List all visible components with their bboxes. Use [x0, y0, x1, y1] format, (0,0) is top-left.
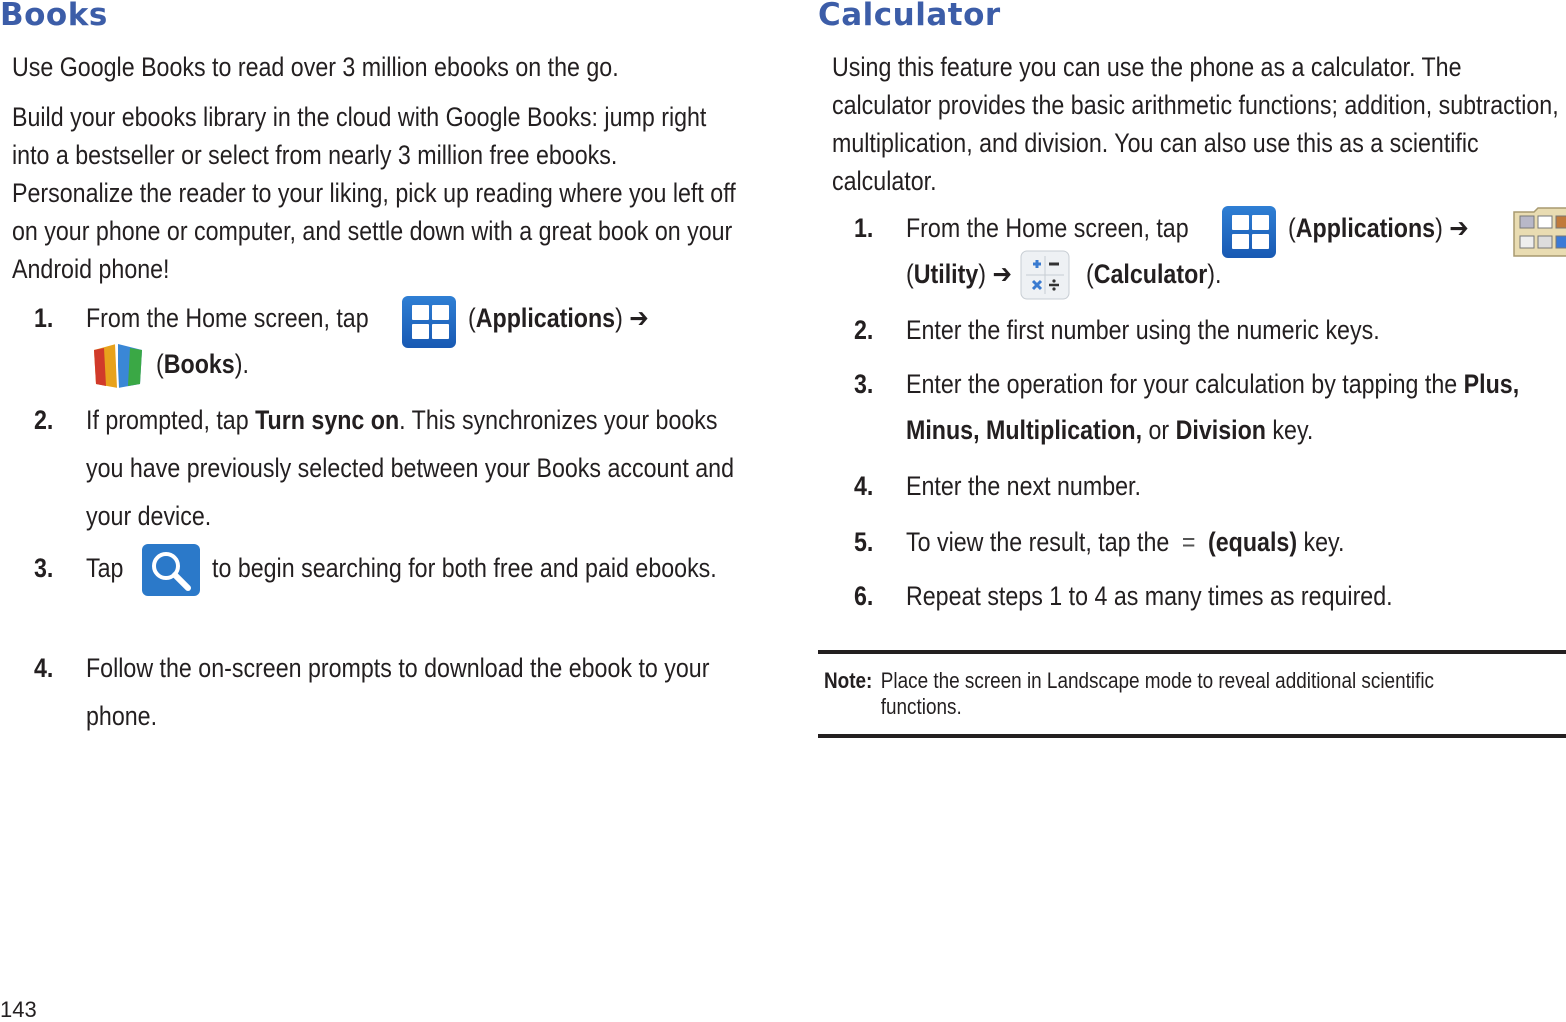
- turn-sync-on-label: Turn sync on: [255, 405, 400, 435]
- note-box: [818, 650, 1566, 738]
- calc-step-1: 1. From the Home screen, tap (Applications) ➔ (Utility) ➔ (Calculator).: [854, 204, 1566, 304]
- utility-folder-icon: [1512, 204, 1566, 273]
- calc-step-4: [854, 462, 1566, 512]
- arrow-icon: ➔: [1449, 213, 1469, 243]
- books-para1: Use Google Books to read over 3 million ebooks on the go.: [12, 52, 619, 82]
- search-icon: [142, 544, 200, 611]
- books-title: Books: [0, 0, 108, 33]
- books-step-4: [34, 644, 754, 744]
- applications-icon: [1222, 206, 1276, 258]
- calculator-intro: Using this feature you can use the phone as a calculator. The calculator provides the basic arithmetic functions; addition, subtraction, multiplication, and division. You can also use this as a scientific calculator.: [832, 52, 1559, 196]
- step-text: Enter the next number.: [906, 471, 1141, 501]
- books-step-3: [34, 544, 754, 644]
- equals-icon: =: [1181, 527, 1196, 557]
- step-text: Enter the first number using the numeric keys.: [906, 315, 1380, 345]
- calculator-label: Calculator: [1093, 259, 1208, 289]
- step-text-post: key.: [1303, 527, 1345, 557]
- step-text: From the Home screen, tap: [86, 303, 369, 333]
- calc-step-5: [854, 518, 1566, 568]
- step-text-post: to begin searching for both free and paid ebooks.: [212, 553, 717, 583]
- note-label: Note:: [824, 668, 873, 693]
- step-number: 1.: [854, 213, 874, 243]
- step-number: 5.: [854, 527, 874, 557]
- arrow-icon: ➔: [629, 303, 649, 333]
- books-para2: Build your ebooks library in the cloud with Google Books: jump right into a bestseller or select from nearly 3 million free ebooks. Personalize the reader to your liking, pick up reading where you left off on your phone or computer, and settle down with a great book on your Android phone!: [12, 102, 736, 284]
- step-number: 4.: [34, 653, 54, 683]
- calc-step-2: [854, 306, 1566, 356]
- step-number: 1.: [34, 303, 54, 333]
- page-number: 143: [0, 997, 37, 1022]
- step-text: Repeat steps 1 to 4 as many times as required.: [906, 581, 1393, 611]
- equals-label: (equals): [1208, 527, 1298, 557]
- books-step-2: [34, 396, 754, 546]
- or-text: or: [1148, 415, 1170, 445]
- step-number: 4.: [854, 471, 874, 501]
- minus-multiplication-label: Minus, Multiplication,: [906, 415, 1143, 445]
- books-step-1: 1. From the Home screen, tap (Applications) ➔ (Books).: [34, 294, 754, 394]
- step-number: 6.: [854, 581, 874, 611]
- calc-step-3: [854, 360, 1566, 460]
- step-text: Enter the operation for your calculation by tapping the: [906, 369, 1458, 399]
- step-number: 3.: [854, 369, 874, 399]
- calculator-title: Calculator: [818, 0, 1001, 33]
- step-text-post: . This synchronizes your books you have previously selected between your Books account and your device.: [86, 405, 734, 531]
- step-text: To view the result, tap the: [906, 527, 1170, 557]
- step-text: Tap: [86, 553, 124, 583]
- calc-step-6: [854, 572, 1566, 622]
- arrow-icon: ➔: [992, 259, 1012, 289]
- applications-label: Applications: [475, 303, 616, 333]
- division-label: Division: [1175, 415, 1266, 445]
- plus-label: Plus,: [1463, 369, 1520, 399]
- step-text: If prompted, tap: [86, 405, 249, 435]
- step-text: Follow the on-screen prompts to download the ebook to your phone.: [86, 653, 710, 731]
- step-number: 2.: [34, 405, 54, 435]
- books-label: Books: [163, 349, 235, 379]
- step-number: 2.: [854, 315, 874, 345]
- step-number: 3.: [34, 553, 54, 583]
- note-text: Place the screen in Landscape mode to reveal additional scientific functions.: [880, 668, 1434, 719]
- applications-label: Applications: [1295, 213, 1436, 243]
- utility-label: Utility: [913, 259, 979, 289]
- step-text: From the Home screen, tap: [906, 213, 1189, 243]
- applications-icon: [402, 296, 456, 348]
- step-text-post: key.: [1272, 415, 1314, 445]
